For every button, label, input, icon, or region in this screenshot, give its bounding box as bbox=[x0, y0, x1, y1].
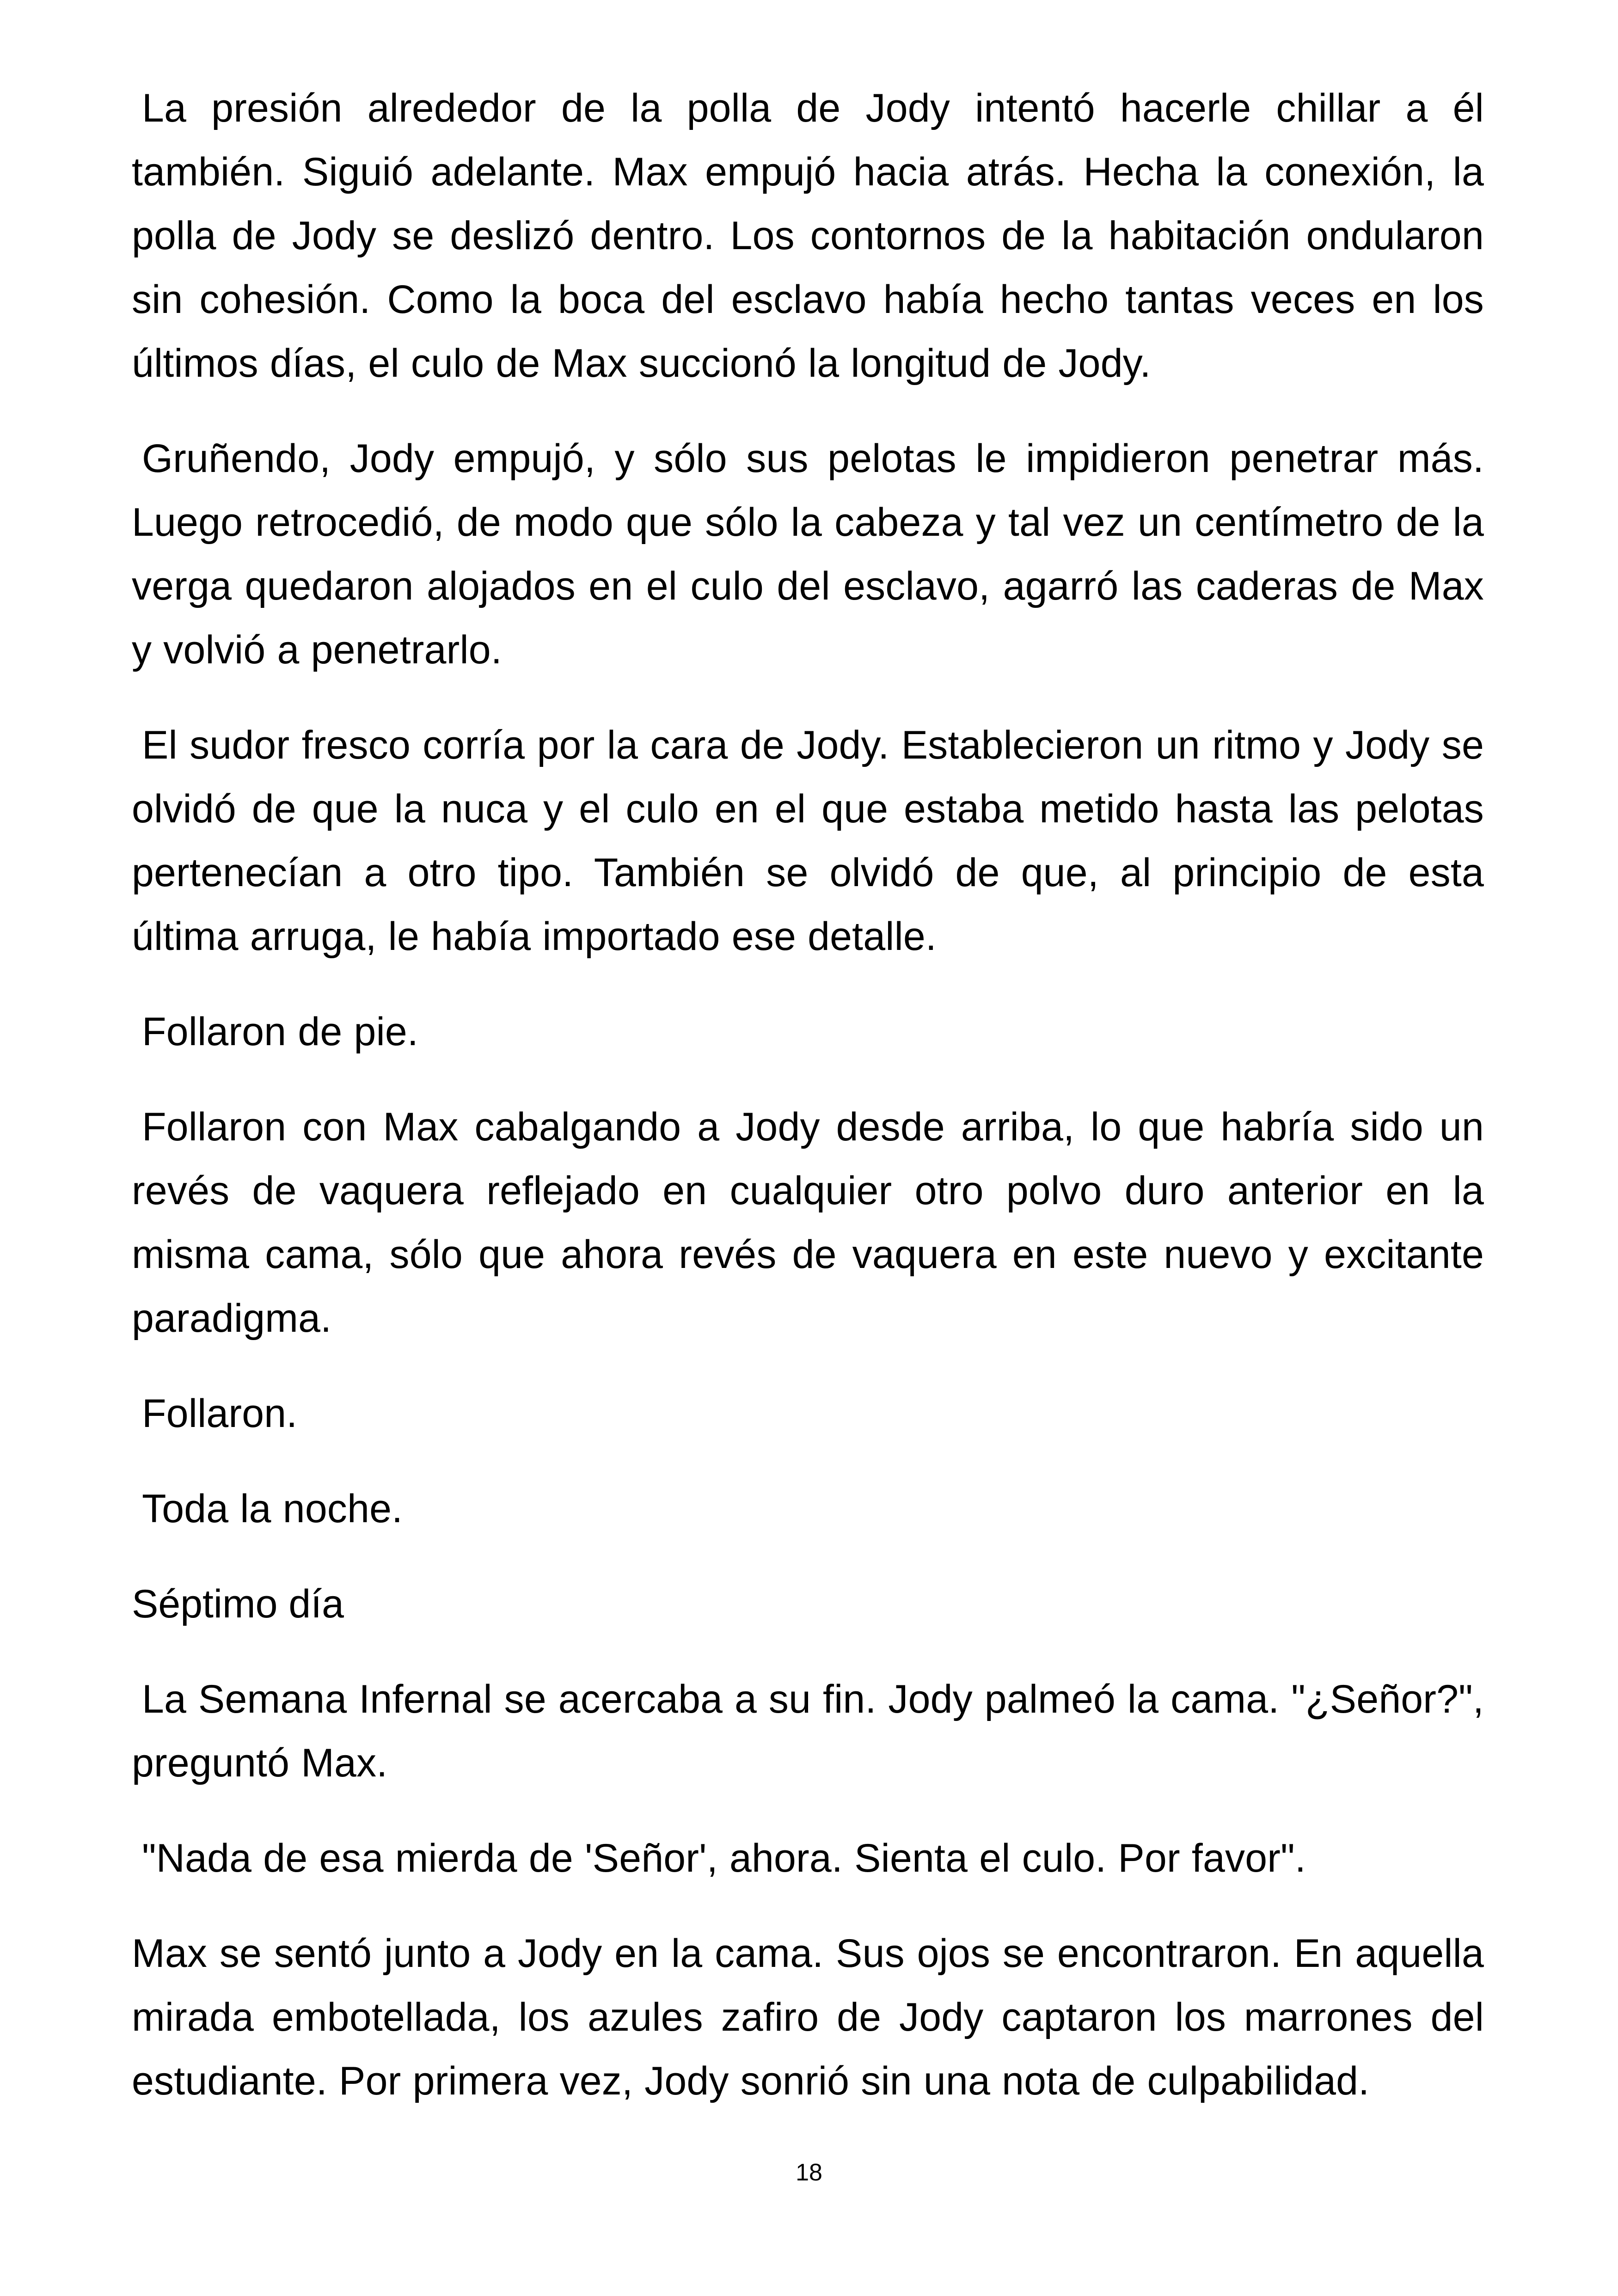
paragraph: Follaron con Max cabalgando a Jody desde arriba, lo que habría sido un revés de vaquera reflejado en cualquier otro polvo duro anterior en la misma cama, sólo que ahora revés de vaquera en este nuevo y excitante paradigma. bbox=[132, 1105, 1484, 1341]
body-text bbox=[132, 76, 1484, 2144]
paragraph: Follaron de pie. bbox=[142, 1010, 419, 1054]
paragraph: "Nada de esa mierda de 'Señor', ahora. Sienta el culo. Por favor". bbox=[142, 1836, 1306, 1880]
section-heading: Séptimo día bbox=[132, 1582, 344, 1626]
paragraph: Toda la noche. bbox=[142, 1487, 403, 1531]
paragraph: La presión alrededor de la polla de Jody intentó hacerle chillar a él también. Siguió adelante. Max empujó hacia atrás. Hecha la conexión, la polla de Jody se deslizó dentro. Los contornos de la habitación ondularon sin cohesión. Como la boca del esclavo había hecho tantas veces en los últimos días, el culo de Max succionó la longitud de Jody. bbox=[132, 86, 1484, 386]
paragraph: El sudor fresco corría por la cara de Jody. Establecieron un ritmo y Jody se olvidó de que la nuca y el culo en el que estaba metido hasta las pelotas pertenecían a otro tipo. También se olvidó de que, al principio de esta última arruga, le había importado ese detalle. bbox=[132, 723, 1484, 959]
paragraph: Follaron. bbox=[142, 1391, 298, 1436]
paragraph: Gruñendo, Jody empujó, y sólo sus pelotas le impidieron penetrar más. Luego retrocedió, de modo que sólo la cabeza y tal vez un centímetro de la verga quedaron alojados en el culo del esclavo, agarró las caderas de Max y volvió a penetrarlo. bbox=[132, 436, 1484, 672]
page-number: 18 bbox=[796, 2159, 822, 2186]
paragraph: Max se sentó junto a Jody en la cama. Sus ojos se encontraron. En aquella mirada embotellada, los azules zafiro de Jody captaron los marrones del estudiante. Por primera vez, Jody sonrió sin una nota de culpabilidad. bbox=[132, 1931, 1484, 2103]
paragraph: La Semana Infernal se acercaba a su fin. Jody palmeó la cama. "¿Señor?", preguntó Max. bbox=[132, 1677, 1484, 1785]
